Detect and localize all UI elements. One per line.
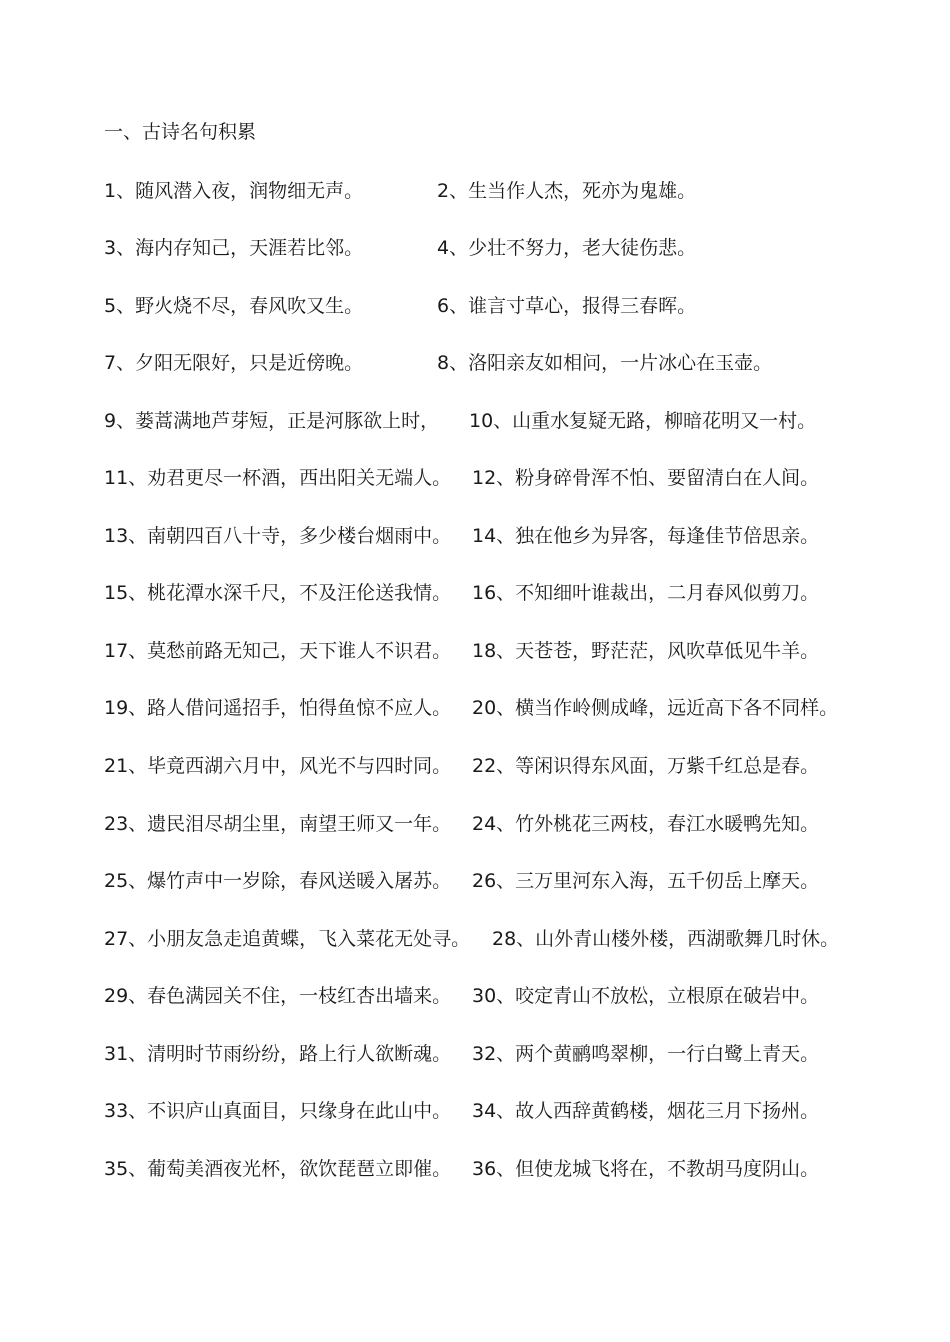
poem-line-left: 19、路人借问遥招手，怕得鱼惊不应人。	[104, 697, 452, 719]
poem-line	[104, 1155, 904, 1183]
poem-line-right: 28、山外青山楼外楼，西湖歌舞几时休。	[492, 928, 840, 950]
poem-line-left: 31、清明时节雨纷纷，路上行人欲断魂。	[104, 1043, 452, 1065]
poem-line	[104, 982, 904, 1010]
poem-line	[104, 752, 904, 780]
poem-line-right: 18、天苍苍，野茫茫，风吹草低见牛羊。	[472, 640, 820, 662]
poem-line-left: 11、劝君更尽一杯酒，西出阳关无端人。	[104, 467, 452, 489]
poem-line	[104, 349, 904, 377]
poem-line-left: 21、毕竟西湖六月中，风光不与四时同。	[104, 755, 452, 777]
poem-line	[104, 464, 904, 492]
poem-line	[104, 867, 904, 895]
poem-line-right: 26、三万里河东入海，五千仞岳上摩天。	[472, 870, 820, 892]
poem-line-right: 14、独在他乡为异客，每逢佳节倍思亲。	[472, 525, 820, 547]
poem-line-left: 29、春色满园关不住，一枝红杏出墙来。	[104, 985, 452, 1007]
poem-line-right: 10、山重水复疑无路，柳暗花明又一村。	[469, 410, 817, 432]
poem-line	[104, 177, 904, 205]
poem-line-right: 34、故人西辞黄鹤楼，烟花三月下扬州。	[472, 1100, 820, 1122]
poem-line-left: 7、夕阳无限好，只是近傍晚。	[104, 352, 364, 374]
poem-line	[104, 292, 904, 320]
poem-line	[104, 637, 904, 665]
poem-line-right: 2、生当作人杰，死亦为鬼雄。	[437, 180, 697, 202]
poem-line	[104, 234, 904, 262]
poem-line	[104, 694, 904, 722]
poem-line-left: 17、莫愁前路无知己，天下谁人不识君。	[104, 640, 452, 662]
poem-line-left: 9、蒌蒿满地芦芽短，正是河豚欲上时，	[104, 410, 440, 432]
poem-line-left: 33、不识庐山真面目，只缘身在此山中。	[104, 1100, 452, 1122]
poem-line	[104, 810, 904, 838]
poem-line	[104, 522, 904, 550]
poem-line-right: 20、横当作岭侧成峰，远近高下各不同样。	[472, 697, 839, 719]
poem-line-left: 27、小朋友急走追黄蝶，飞入菜花无处寻。	[104, 928, 471, 950]
poem-line-right: 36、但使龙城飞将在，不教胡马度阴山。	[472, 1158, 820, 1180]
poem-line	[104, 1097, 904, 1125]
poem-line-left: 23、遗民泪尽胡尘里，南望王师又一年。	[104, 813, 452, 835]
poem-line-right: 16、不知细叶谁裁出，二月春风似剪刀。	[472, 582, 820, 604]
poem-line-left: 3、海内存知己，天涯若比邻。	[104, 237, 364, 259]
poem-line-right: 8、洛阳亲友如相问，一片冰心在玉壶。	[437, 352, 773, 374]
poem-line	[104, 925, 904, 953]
poem-line-left: 35、葡萄美酒夜光杯，欲饮琵琶立即催。	[104, 1158, 452, 1180]
poem-line	[104, 1040, 904, 1068]
poem-line	[104, 579, 904, 607]
poem-line-left: 1、随风潜入夜，润物细无声。	[104, 180, 364, 202]
poem-line-right: 6、谁言寸草心，报得三春晖。	[437, 295, 697, 317]
poem-line-right: 22、等闲识得东风面，万紫千红总是春。	[472, 755, 820, 777]
poem-line-right: 32、两个黄鹂鸣翠柳，一行白鹭上青天。	[472, 1043, 820, 1065]
poem-line-left: 15、桃花潭水深千尺，不及汪伦送我情。	[104, 582, 452, 604]
poem-line-right: 4、少壮不努力，老大徒伤悲。	[437, 237, 697, 259]
poem-line-left: 13、南朝四百八十寺，多少楼台烟雨中。	[104, 525, 452, 547]
poem-line-right: 24、竹外桃花三两枝，春江水暖鸭先知。	[472, 813, 820, 835]
section-heading: 一、古诗名句积累	[104, 121, 257, 143]
poem-line-right: 12、粉身碎骨浑不怕、要留清白在人间。	[472, 467, 820, 489]
poem-line-right: 30、咬定青山不放松，立根原在破岩中。	[472, 985, 820, 1007]
poem-line-left: 25、爆竹声中一岁除，春风送暖入屠苏。	[104, 870, 452, 892]
poem-line	[104, 407, 904, 435]
poem-line-left: 5、野火烧不尽，春风吹又生。	[104, 295, 364, 317]
